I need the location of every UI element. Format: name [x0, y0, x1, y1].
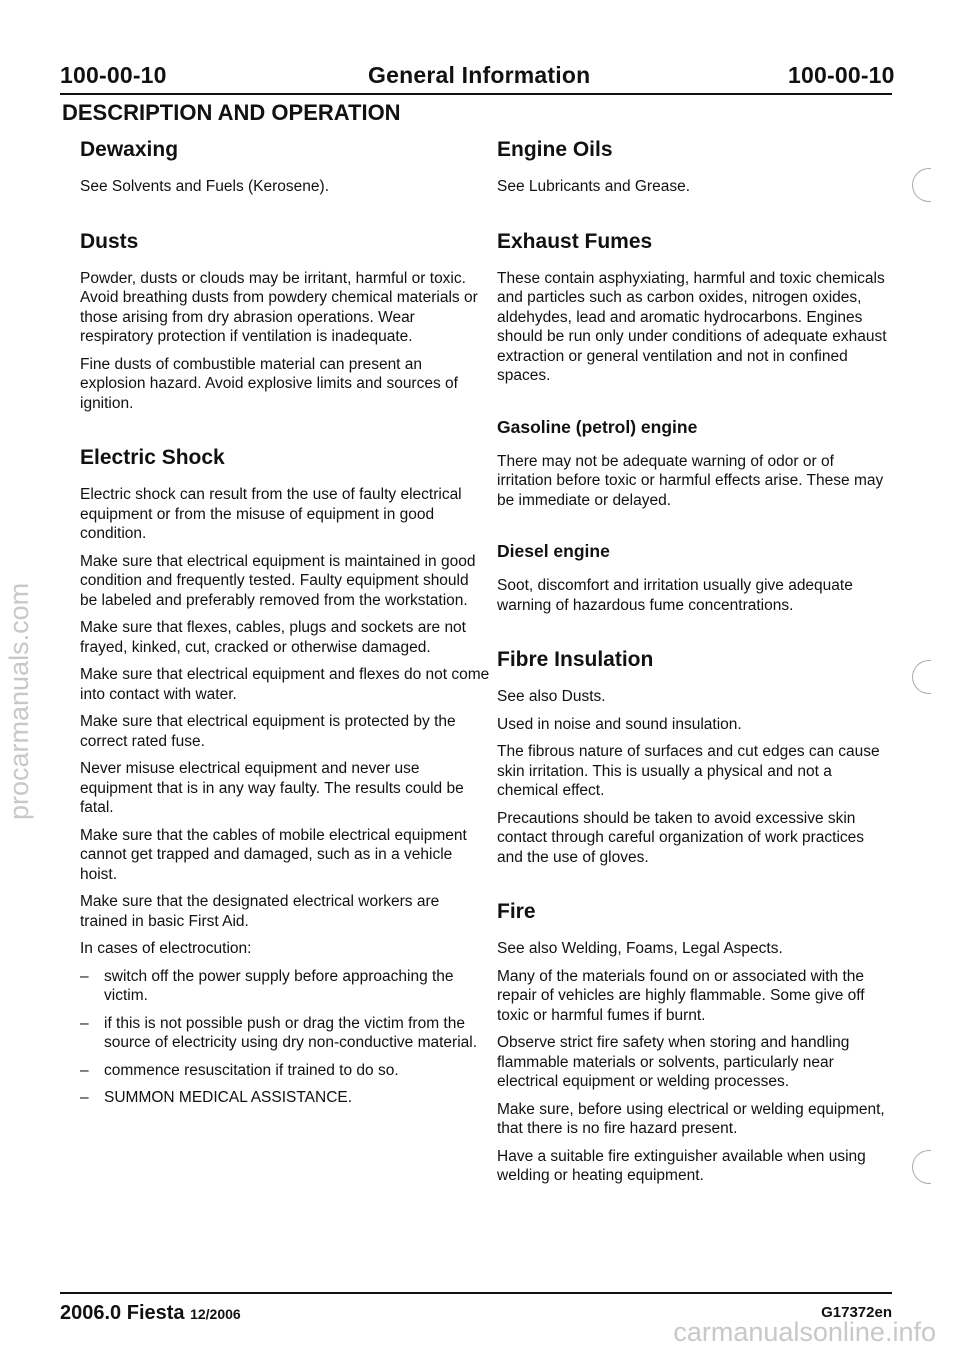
- fire-paragraph: Have a suitable fire extinguisher available when using welding or heating equipment.: [497, 1147, 866, 1184]
- list-item-text: SUMMON MEDICAL ASSISTANCE.: [104, 1089, 353, 1106]
- header-right-code: 100-00-10: [788, 62, 895, 88]
- engine-oils-text: See Lubricants and Grease.: [497, 178, 691, 195]
- electric-shock-paragraph: Make sure that electrical equipment is maintained in good condition and frequently tested. Faulty equipment should be labeled and preferably removed from the workstation.: [80, 552, 476, 609]
- dash-bullet: –: [80, 1089, 89, 1106]
- list-item-text: switch off the power supply before approaching the victim.: [104, 967, 454, 1004]
- footer-model-name: 2006.0 Fiesta: [60, 1302, 185, 1324]
- header-left-code: 100-00-10: [60, 62, 167, 88]
- side-watermark: procarmanuals.com: [4, 582, 34, 820]
- heading-fibre-insulation: Fibre Insulation: [497, 648, 654, 671]
- dash-bullet: –: [80, 967, 89, 985]
- heading-dewaxing: Dewaxing: [80, 138, 179, 161]
- fire-paragraph: See also Welding, Foams, Legal Aspects.: [497, 940, 783, 957]
- dusts-paragraph: Fine dusts of combustible material can present an explosion hazard. Avoid explosive limits and sources of ignition.: [80, 355, 458, 412]
- footer-doc-id: G17372en: [821, 1304, 892, 1321]
- heading-diesel-engine: Diesel engine: [497, 541, 610, 561]
- fibre-paragraph: See also Dusts.: [497, 688, 606, 705]
- fire-paragraph: Observe strict fire safety when storing and handling flammable materials or solvents, particularly near electrical equipment or welding processes.: [497, 1034, 850, 1090]
- dusts-paragraph: Powder, dusts or clouds may be irritant, harmful or toxic. Avoid breathing dusts from powdery chemical materials or those arising from dry abrasion operations. Wear respiratory protection if ventilation is inadequate.: [80, 269, 478, 345]
- list-item: [80, 1014, 490, 1053]
- list-item-text: commence resuscitation if trained to do so.: [104, 1061, 399, 1079]
- punch-hole-mark: [912, 660, 931, 694]
- electric-shock-paragraph: In cases of electrocution:: [80, 940, 252, 957]
- fibre-paragraph: The fibrous nature of surfaces and cut edges can cause skin irritation. This is usually a physical and not a chemical effect.: [497, 743, 880, 799]
- heading-exhaust-fumes: Exhaust Fumes: [497, 229, 653, 253]
- footer-model: [60, 1302, 241, 1325]
- heading-engine-oils: Engine Oils: [497, 138, 613, 161]
- electric-shock-paragraph: Never misuse electrical equipment and never use equipment that is in any way faulty. The results could be fatal.: [80, 760, 464, 816]
- right-column: [497, 135, 892, 1194]
- heading-dusts: Dusts: [80, 229, 139, 253]
- list-item: [80, 967, 490, 1006]
- fire-paragraph: Make sure, before using electrical or welding equipment, that there is no fire hazard present.: [497, 1100, 885, 1137]
- heading-electric-shock: Electric Shock: [80, 446, 225, 469]
- heading-fire: Fire: [497, 900, 536, 923]
- footer-date: 12/2006: [190, 1306, 241, 1322]
- section-title: DESCRIPTION AND OPERATION: [62, 100, 401, 125]
- electric-shock-paragraph: Make sure that electrical equipment is protected by the correct rated fuse.: [80, 713, 456, 750]
- electric-shock-paragraph: Make sure that the designated electrical workers are trained in basic First Aid.: [80, 893, 440, 930]
- punch-hole-mark: [912, 1150, 931, 1184]
- header-rule: [60, 93, 892, 95]
- dash-bullet: –: [80, 1061, 89, 1079]
- electrocution-steps-list: [80, 967, 490, 1108]
- bottom-watermark: carmanualsonline.info: [673, 1317, 936, 1347]
- fire-paragraph: Many of the materials found on or associated with the repair of vehicles are highly flammable. Some give off toxic or harmful fumes if burnt.: [497, 967, 865, 1024]
- list-item: [80, 1088, 490, 1108]
- punch-hole-mark: [912, 168, 931, 202]
- list-item-text: if this is not possible push or drag the victim from the source of electricity using dry non-conductive material.: [104, 1014, 478, 1051]
- fibre-paragraph: Precautions should be taken to avoid excessive skin contact through careful organization of work practices and the use of gloves.: [497, 809, 865, 866]
- dewaxing-text: See Solvents and Fuels (Kerosene).: [80, 178, 329, 195]
- dash-bullet: –: [80, 1014, 89, 1032]
- electric-shock-paragraph: Make sure that flexes, cables, plugs and sockets are not frayed, kinked, cut, cracked or otherwise damaged.: [80, 619, 466, 656]
- header-title: General Information: [368, 62, 591, 88]
- left-column: [80, 135, 490, 1116]
- fibre-paragraph: Used in noise and sound insulation.: [497, 715, 742, 733]
- exhaust-fumes-text: These contain asphyxiating, harmful and toxic chemicals and particles such as carbon oxides, nitrogen oxides, aldehydes, lead and aromatic hydrocarbons. Engines should be run only under conditions of adequate exhaust extraction or general ventilation and not in confined spaces.: [497, 269, 887, 384]
- electric-shock-paragraph: Make sure that electrical equipment and flexes do not come into contact with water.: [80, 666, 490, 703]
- gasoline-text: There may not be adequate warning of odor or of irritation before toxic or harmful effects arise. These may be immediate or delayed.: [497, 452, 884, 509]
- footer-rule: [60, 1292, 892, 1294]
- list-item: [80, 1061, 490, 1081]
- electric-shock-paragraph: Electric shock can result from the use of faulty electrical equipment or from the misuse of equipment in good condition.: [80, 486, 462, 542]
- electric-shock-paragraph: Make sure that the cables of mobile electrical equipment cannot get trapped and damaged, such as in a vehicle hoist.: [80, 826, 467, 883]
- diesel-text: Soot, discomfort and irritation usually give adequate warning of hazardous fume concentrations.: [497, 577, 853, 614]
- heading-gasoline-engine: Gasoline (petrol) engine: [497, 416, 698, 437]
